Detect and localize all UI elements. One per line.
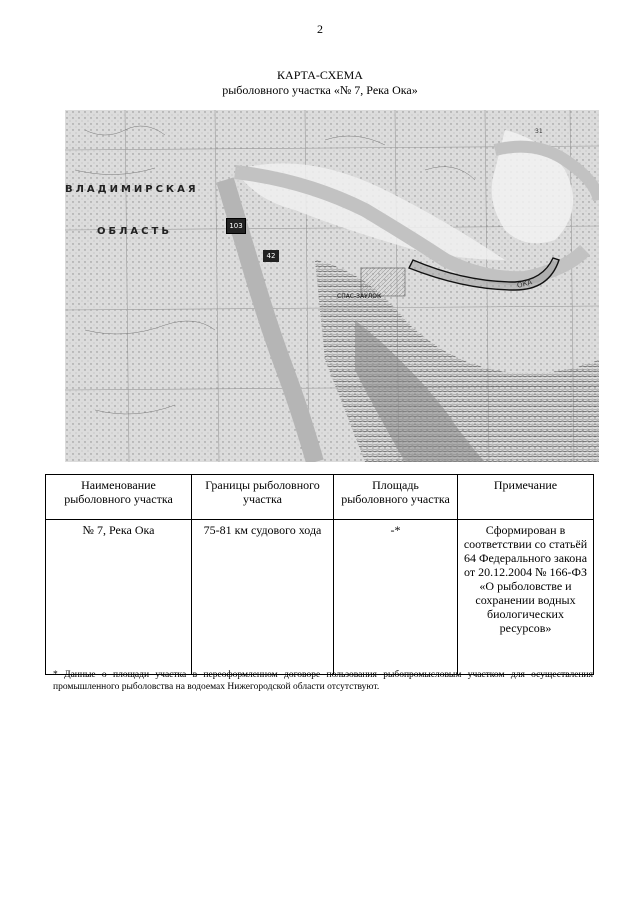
footnote: * Данные о площади участка в переоформленном договоре пользования рыбопромысловым участком для осуществления промышленного рыболовства на водоемах Нижегородской области отсутствуют. — [53, 670, 593, 692]
cell-note: Сформирован в соответствии со статьёй 64 Федерального закона от 20.12.2004 № 166-ФЗ «О рыболовстве и сохранении водных биологических ресурсов» — [458, 520, 594, 675]
table-header-row — [46, 475, 594, 520]
road-number-badge-2: 42 — [263, 250, 279, 262]
cell-area: -* — [334, 520, 458, 675]
header-boundaries: Границы рыболовного участка — [192, 475, 334, 520]
cell-name: № 7, Река Ока — [46, 520, 192, 675]
table-row — [46, 520, 594, 675]
map-town-label: СПАС-ЗАУЛОК — [337, 293, 382, 300]
page-title — [0, 68, 640, 98]
fishing-area-table — [45, 474, 594, 675]
cell-boundaries: 75-81 км судового хода — [192, 520, 334, 675]
map-scheme — [65, 110, 599, 462]
road-number-badge: 103 — [226, 218, 246, 234]
title-line-2: рыболовного участка «№ 7, Река Ока» — [222, 83, 418, 97]
header-area: Площадь рыболовного участка — [334, 475, 458, 520]
map-river-label: ОКА — [516, 278, 534, 290]
map-grid-number: 31 — [535, 128, 543, 135]
map-region-label-2: ОБЛАСТЬ — [97, 226, 172, 237]
header-note: Примечание — [458, 475, 594, 520]
map-region-label-1: ВЛАДИМИРСКАЯ — [65, 184, 199, 195]
header-name: Наименование рыболовного участка — [46, 475, 192, 520]
page-number: 2 — [317, 22, 323, 36]
title-line-1: КАРТА-СХЕМА — [277, 68, 363, 82]
